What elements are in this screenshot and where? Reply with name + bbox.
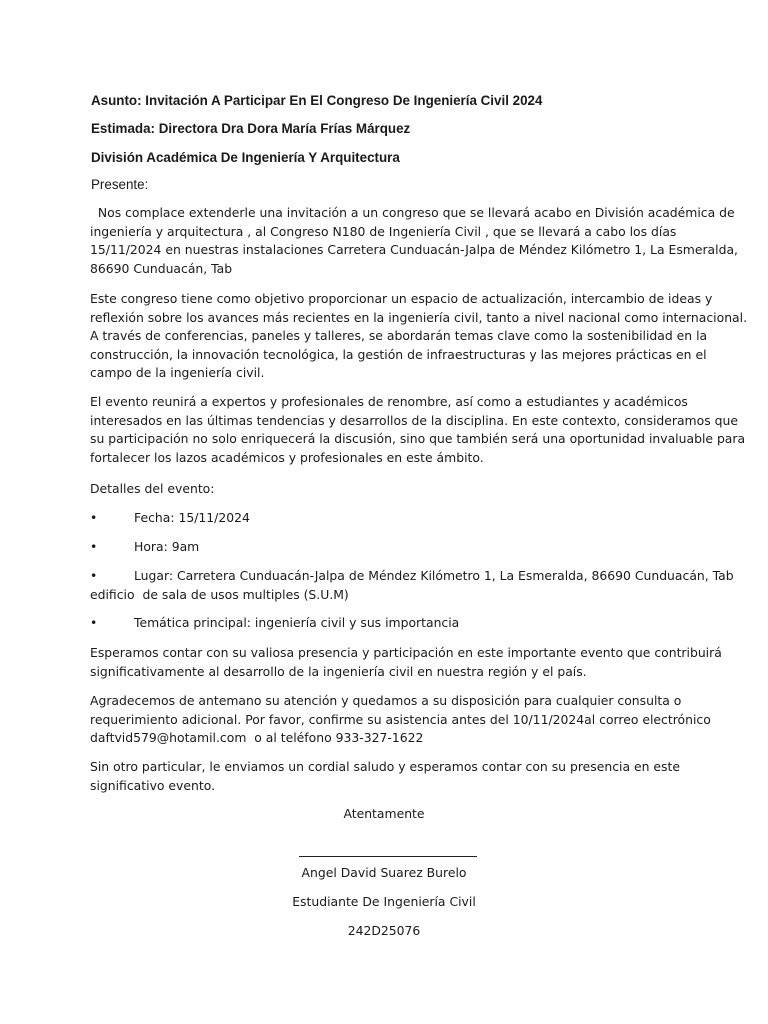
subject-line: Asunto: Invitación A Participar En El Congreso De Ingeniería Civil 2024 <box>91 93 543 108</box>
signer-id: 242D25076 <box>347 923 421 938</box>
bullet-icon: • <box>90 510 98 525</box>
paragraph-line: ingeniería y arquitectura , al Congreso N180 de Ingeniería Civil , que se llevará a cabo los días <box>90 223 677 239</box>
paragraph-line: construcción, la innovación tecnológica, la gestión de infraestructuras y las mejores prácticas en el <box>90 346 707 362</box>
paragraph-line: fortalecer los lazos académicos y profesionales en este ámbito. <box>90 449 484 465</box>
paragraph-line: daftvid579@hotamil.com o al teléfono 933-327-1622 <box>90 730 424 746</box>
paragraph-line: Nos complace extenderle una invitación a un congreso que se llevará acabo en División académica de <box>90 205 735 220</box>
paragraph-line: requerimiento adicional. Por favor, confirme su asistencia antes del 10/11/2024al correo electrónico <box>90 711 711 727</box>
recipient-line: Estimada: Directora Dra Dora María Frías Márquez <box>91 121 411 136</box>
paragraph-rsvp <box>90 692 711 748</box>
detail-text: Lugar: Carretera Cunduacán-Jalpa de Méndez Kilómetro 1, La Esmeralda, 86690 Cunduacán, Tab <box>134 568 734 583</box>
detail-text: Temática principal: ingeniería civil y sus importancia <box>134 615 460 630</box>
paragraph-intro <box>90 204 738 278</box>
paragraph-line: interesados en las últimas tendencias y desarrollos de la disciplina. En este contexto, consideramos que <box>90 412 738 428</box>
paragraph-line: Sin otro particular, le enviamos un cordial saludo y esperamos contar con su presencia en este <box>90 759 680 774</box>
paragraph-farewell <box>90 758 690 795</box>
paragraph-line: significativo evento. <box>90 777 216 793</box>
paragraph-presence <box>90 644 722 681</box>
paragraph-objective <box>90 290 748 383</box>
paragraph-line: Este congreso tiene como objetivo proporcionar un espacio de actualización, intercambio de ideas y <box>90 291 713 306</box>
paragraph-line: reflexión sobre los avances más recientes en la ingeniería civil, tanto a nivel nacional como internacional. <box>90 309 748 325</box>
signer-title: Estudiante De Ingeniería Civil <box>292 894 476 909</box>
details-heading: Detalles del evento: <box>90 481 215 496</box>
paragraph-line: El evento reunirá a expertos y profesionales de renombre, así como a estudiantes y académicos <box>90 394 688 409</box>
bullet-icon: • <box>90 615 98 630</box>
division-line: División Académica De Ingeniería Y Arquitectura <box>91 150 400 165</box>
paragraph-line: 86690 Cunduacán, Tab <box>90 260 233 276</box>
signer-name: Angel David Suarez Burelo <box>301 865 467 880</box>
paragraph-experts <box>90 393 746 467</box>
detail-text: Fecha: 15/11/2024 <box>134 510 250 525</box>
bullet-icon: • <box>90 568 98 583</box>
greeting: Presente: <box>91 177 149 192</box>
paragraph-line: Agradecemos de antemano su atención y quedamos a su disposición para cualquier consulta o <box>90 693 682 708</box>
detail-text-continued: edificio de sala de usos multiples (S.U.M) <box>90 586 349 602</box>
paragraph-line: su participación no solo enriquecerá la discusión, sino que también será una oportunidad invaluable para <box>90 431 746 447</box>
paragraph-line: A través de conferencias, paneles y talleres, se abordarán temas clave como la sostenibilidad en la <box>90 328 708 344</box>
closing-atentamente: Atentamente <box>343 806 425 821</box>
detail-text: Hora: 9am <box>134 539 200 554</box>
paragraph-line: significativamente al desarrollo de la ingeniería civil en nuestra región y el país. <box>90 663 587 679</box>
bullet-icon: • <box>90 539 98 554</box>
detail-item-lugar <box>90 567 734 605</box>
signature-line <box>299 856 477 857</box>
paragraph-line: Esperamos contar con su valiosa presencia y participación en este importante evento que contribuirá <box>90 645 722 660</box>
paragraph-line: campo de la ingeniería civil. <box>90 365 265 381</box>
paragraph-line: 15/11/2024 en nuestras instalaciones Carretera Cunduacán-Jalpa de Méndez Kilómetro 1, La Esmeralda, <box>90 242 738 258</box>
